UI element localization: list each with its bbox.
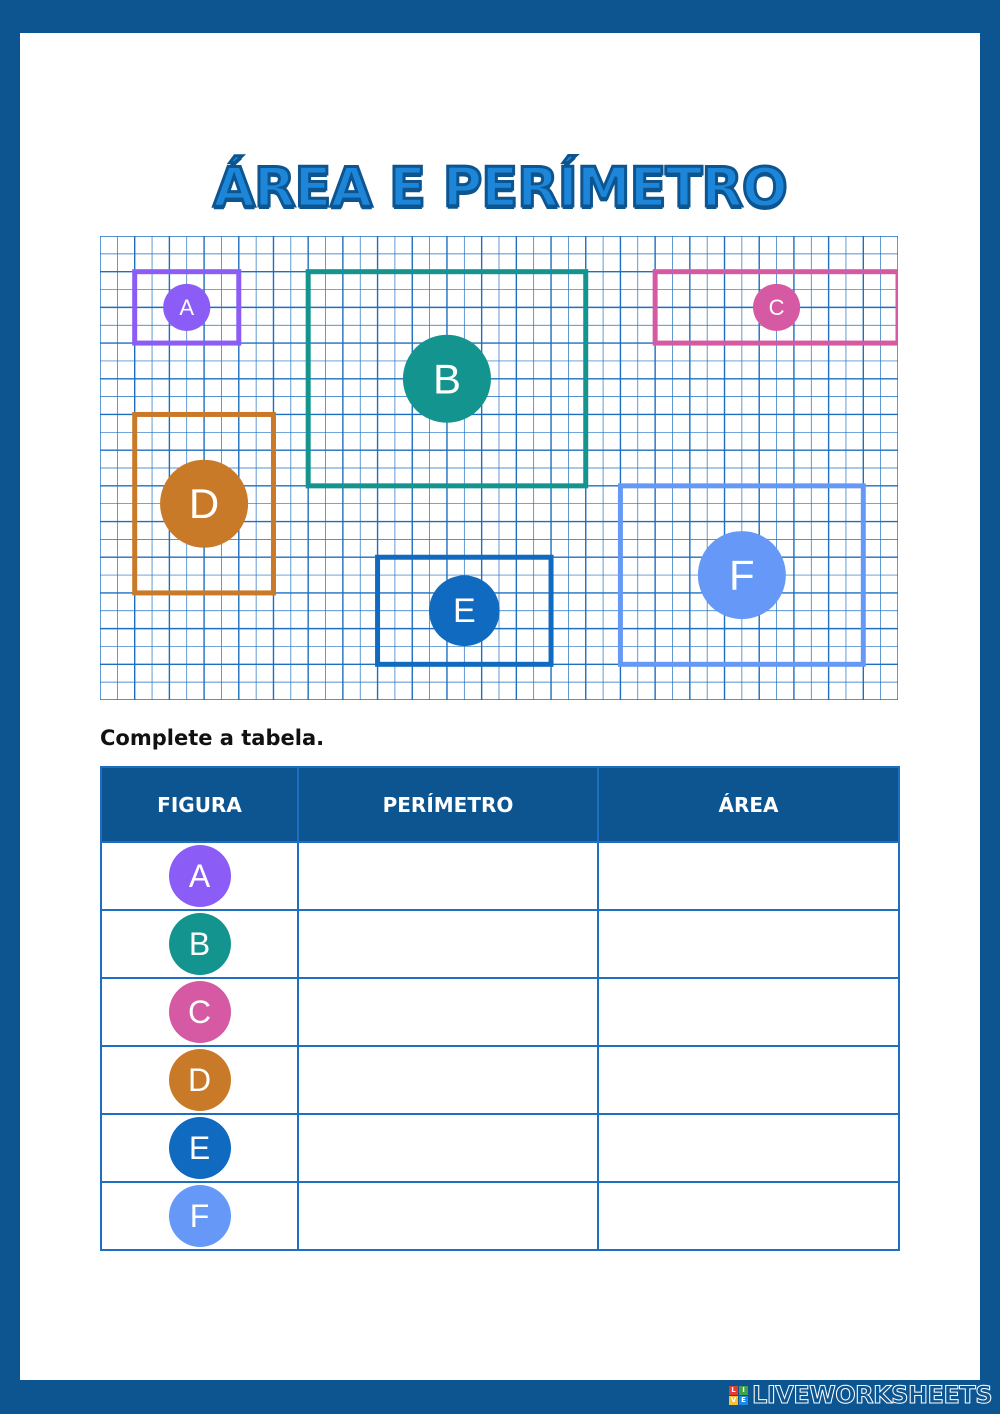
area-cell (598, 1114, 899, 1182)
table-row (101, 842, 899, 910)
figure-label-text: B (432, 355, 461, 403)
figure-badge: C (169, 981, 231, 1043)
table-row (101, 910, 899, 978)
header-perimetro: PERÍMETRO (298, 767, 598, 842)
liveworksheets-logo-icon (729, 1386, 748, 1405)
area-input[interactable] (599, 843, 898, 909)
logo-letter: V (730, 1396, 737, 1404)
figure-badge: F (169, 1185, 231, 1247)
figura-cell (101, 1114, 298, 1182)
figure-badge: B (169, 913, 231, 975)
table-row (101, 1182, 899, 1250)
area-cell (598, 978, 899, 1046)
table-row (101, 1114, 899, 1182)
footer-brand (729, 1381, 992, 1409)
figure-label-text: F (729, 551, 755, 599)
figure-label-text: E (452, 591, 476, 630)
figure-label-text: A (179, 294, 195, 320)
figura-cell (101, 1046, 298, 1114)
area-input[interactable] (599, 979, 898, 1045)
answer-table (100, 766, 900, 1251)
perimetro-input[interactable] (299, 843, 597, 909)
perimetro-input[interactable] (299, 1115, 597, 1181)
perimetro-cell (298, 978, 598, 1046)
figure-label-text: D (188, 480, 220, 528)
area-cell (598, 1182, 899, 1250)
area-input[interactable] (599, 1115, 898, 1181)
logo-letter: E (739, 1396, 748, 1405)
instruction-text: Complete a tabela. (100, 726, 325, 750)
header-area: ÁREA (598, 767, 899, 842)
figure-label-text: C (768, 294, 785, 320)
perimetro-input[interactable] (299, 1047, 597, 1113)
area-cell (598, 842, 899, 910)
header-figura: FIGURA (101, 767, 298, 842)
perimetro-input[interactable] (299, 979, 597, 1045)
perimetro-input[interactable] (299, 1183, 597, 1249)
figura-cell (101, 842, 298, 910)
table-header-row (101, 767, 899, 842)
perimetro-cell (298, 842, 598, 910)
area-input[interactable] (599, 1183, 898, 1249)
page-title: ÁREA E PERÍMETRO (213, 156, 787, 219)
table-row (101, 1046, 899, 1114)
area-input[interactable] (599, 911, 898, 977)
perimetro-cell (298, 910, 598, 978)
area-cell (598, 1046, 899, 1114)
brand-text: LIVEWORKSHEETS (752, 1381, 992, 1409)
grid-canvas (100, 236, 898, 700)
figura-cell (101, 910, 298, 978)
perimetro-cell (298, 1182, 598, 1250)
figura-cell (101, 978, 298, 1046)
logo-letter: I (739, 1386, 748, 1395)
area-cell (598, 910, 899, 978)
figure-badge: D (169, 1049, 231, 1111)
figura-cell (101, 1182, 298, 1250)
area-input[interactable] (599, 1047, 898, 1113)
perimetro-input[interactable] (299, 911, 597, 977)
table-row (101, 978, 899, 1046)
figure-badge: A (169, 845, 231, 907)
grid-figure-area (100, 236, 898, 700)
logo-letter: L (729, 1386, 738, 1395)
figure-badge: E (169, 1117, 231, 1179)
perimetro-cell (298, 1046, 598, 1114)
perimetro-cell (298, 1114, 598, 1182)
